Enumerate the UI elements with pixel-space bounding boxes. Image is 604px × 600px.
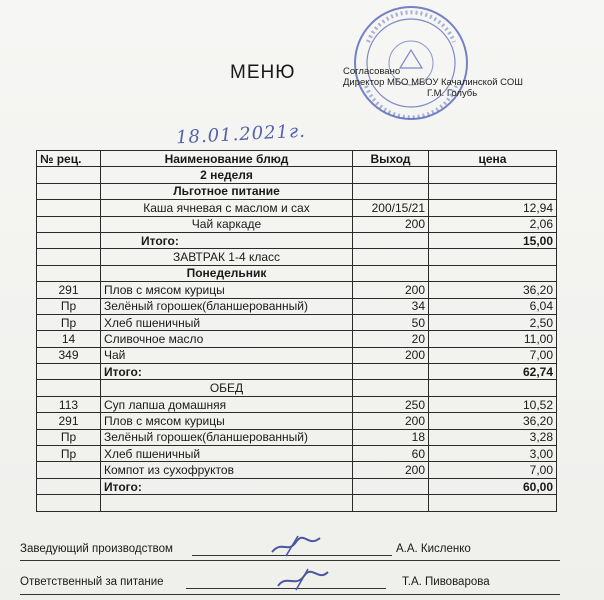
cell-price: 11,00: [429, 331, 557, 347]
table-row: [37, 282, 557, 298]
footer-divider: [20, 560, 560, 561]
cell-rec: [37, 249, 101, 265]
cell-rec: [37, 232, 101, 248]
cell-price: [429, 183, 557, 199]
manager-signature: [268, 534, 328, 558]
responsible-name: Т.А. Пивоварова: [402, 576, 490, 588]
cell-out: 60: [353, 446, 429, 462]
cell-name: Каша ячневая с маслом и сах: [101, 200, 353, 216]
cell-price: 2,50: [429, 314, 557, 330]
handwritten-date: 18.01.2021г.: [175, 120, 307, 149]
cell-price: 36,20: [429, 413, 557, 429]
cell-out: [353, 183, 429, 199]
cell-rec: [37, 380, 101, 396]
table-row: [37, 462, 557, 478]
cell-name: Итого:: [101, 478, 353, 494]
cell-rec: [37, 462, 101, 478]
cell-rec: Пр: [37, 314, 101, 330]
cell-rec: Пр: [37, 429, 101, 445]
cell-rec: [37, 478, 101, 494]
cell-out: 20: [353, 331, 429, 347]
manager-name: А.А. Кисленко: [396, 543, 471, 555]
cell-out: [353, 249, 429, 265]
cell-price: [429, 167, 557, 183]
cell-out: [353, 232, 429, 248]
cell-name: Итого:: [101, 364, 353, 380]
cell-price: 3,00: [429, 446, 557, 462]
cell-price: [429, 495, 557, 511]
cell-name: Суп лапша домашняя: [101, 396, 353, 412]
table-row: [37, 413, 557, 429]
cell-rec: [37, 216, 101, 232]
cell-out: 200: [353, 282, 429, 298]
column-header-rec: № рец.: [37, 151, 101, 167]
school-seal-stamp: [350, 2, 472, 124]
cell-out: [353, 364, 429, 380]
cell-name: Зелёный горошек(бланшерованный): [101, 298, 353, 314]
cell-rec: [37, 183, 101, 199]
approval-line-1: Согласовано: [343, 66, 401, 77]
table-header-row: [37, 151, 557, 167]
cell-name: Понедельник: [101, 265, 353, 281]
cell-rec: 291: [37, 282, 101, 298]
cell-rec: Пр: [37, 298, 101, 314]
column-header-price: цена: [429, 151, 557, 167]
cell-out: 200: [353, 347, 429, 363]
cell-name: ЗАВТРАК 1-4 класс: [101, 249, 353, 265]
cell-price: [429, 380, 557, 396]
page-title: МЕНЮ: [230, 62, 296, 83]
table-row: [37, 380, 557, 396]
cell-out: 200/15/21: [353, 200, 429, 216]
cell-rec: Пр: [37, 446, 101, 462]
approval-block: [343, 66, 523, 99]
table-row: [37, 249, 557, 265]
table-row: [37, 200, 557, 216]
cell-name: 2 неделя: [101, 167, 353, 183]
table-row: [37, 429, 557, 445]
cell-price: 36,20: [429, 282, 557, 298]
cell-rec: 14: [37, 331, 101, 347]
table-row: [37, 232, 557, 248]
cell-out: 200: [353, 413, 429, 429]
approval-line-2: Директор МБО МБОУ Качалинской СОШ: [343, 77, 523, 88]
cell-out: [353, 265, 429, 281]
cell-price: 2,06: [429, 216, 557, 232]
cell-out: 250: [353, 396, 429, 412]
table-row: [37, 446, 557, 462]
table-row: [37, 167, 557, 183]
cell-out: [353, 495, 429, 511]
cell-rec: [37, 364, 101, 380]
column-header-out: Выход: [353, 151, 429, 167]
cell-out: 50: [353, 314, 429, 330]
table-row: [37, 216, 557, 232]
cell-name: Льготное питание: [101, 183, 353, 199]
cell-out: 200: [353, 462, 429, 478]
cell-rec: 113: [37, 396, 101, 412]
cell-name: Чай каркаде: [101, 216, 353, 232]
table-row: [37, 396, 557, 412]
cell-rec: [37, 200, 101, 216]
cell-out: [353, 167, 429, 183]
cell-name: Компот из сухофруктов: [101, 462, 353, 478]
table-row: [37, 347, 557, 363]
table-row: [37, 495, 557, 511]
cell-price: [429, 265, 557, 281]
cell-rec: 349: [37, 347, 101, 363]
column-header-name: Наименование блюд: [101, 151, 353, 167]
responsible-label: Ответственный за питание: [20, 576, 164, 588]
approval-line-3: Г.М. Голубь: [427, 88, 478, 99]
manager-label: Заведующий производством: [20, 543, 173, 555]
cell-rec: 291: [37, 413, 101, 429]
cell-name: Хлеб пшеничный: [101, 446, 353, 462]
table-row: [37, 265, 557, 281]
cell-name: Итого:: [101, 232, 353, 248]
cell-price: 62,74: [429, 364, 557, 380]
table-row: [37, 298, 557, 314]
cell-price: 3,28: [429, 429, 557, 445]
cell-name: Плов с мясом курицы: [101, 413, 353, 429]
cell-price: 12,94: [429, 200, 557, 216]
cell-out: [353, 380, 429, 396]
responsible-signature: [274, 566, 334, 592]
cell-out: 18: [353, 429, 429, 445]
cell-name: Сливочное масло: [101, 331, 353, 347]
cell-price: 6,04: [429, 298, 557, 314]
table-row: [37, 183, 557, 199]
cell-name: ОБЕД: [101, 380, 353, 396]
cell-rec: [37, 495, 101, 511]
cell-price: 7,00: [429, 347, 557, 363]
cell-price: [429, 249, 557, 265]
cell-rec: [37, 167, 101, 183]
cell-name: [101, 495, 353, 511]
menu-table: [36, 150, 557, 512]
cell-price: 15,00: [429, 232, 557, 248]
cell-rec: [37, 265, 101, 281]
table-row: [37, 314, 557, 330]
cell-out: [353, 478, 429, 494]
cell-out: 34: [353, 298, 429, 314]
footer-divider: [20, 594, 560, 595]
cell-name: Зелёный горошек(бланшерованный): [101, 429, 353, 445]
cell-price: 10,52: [429, 396, 557, 412]
cell-name: Хлеб пшеничный: [101, 314, 353, 330]
table-row: [37, 478, 557, 494]
cell-name: Плов с мясом курицы: [101, 282, 353, 298]
cell-price: 60,00: [429, 478, 557, 494]
table-row: [37, 364, 557, 380]
cell-price: 7,00: [429, 462, 557, 478]
table-row: [37, 331, 557, 347]
cell-out: 200: [353, 216, 429, 232]
cell-name: Чай: [101, 347, 353, 363]
